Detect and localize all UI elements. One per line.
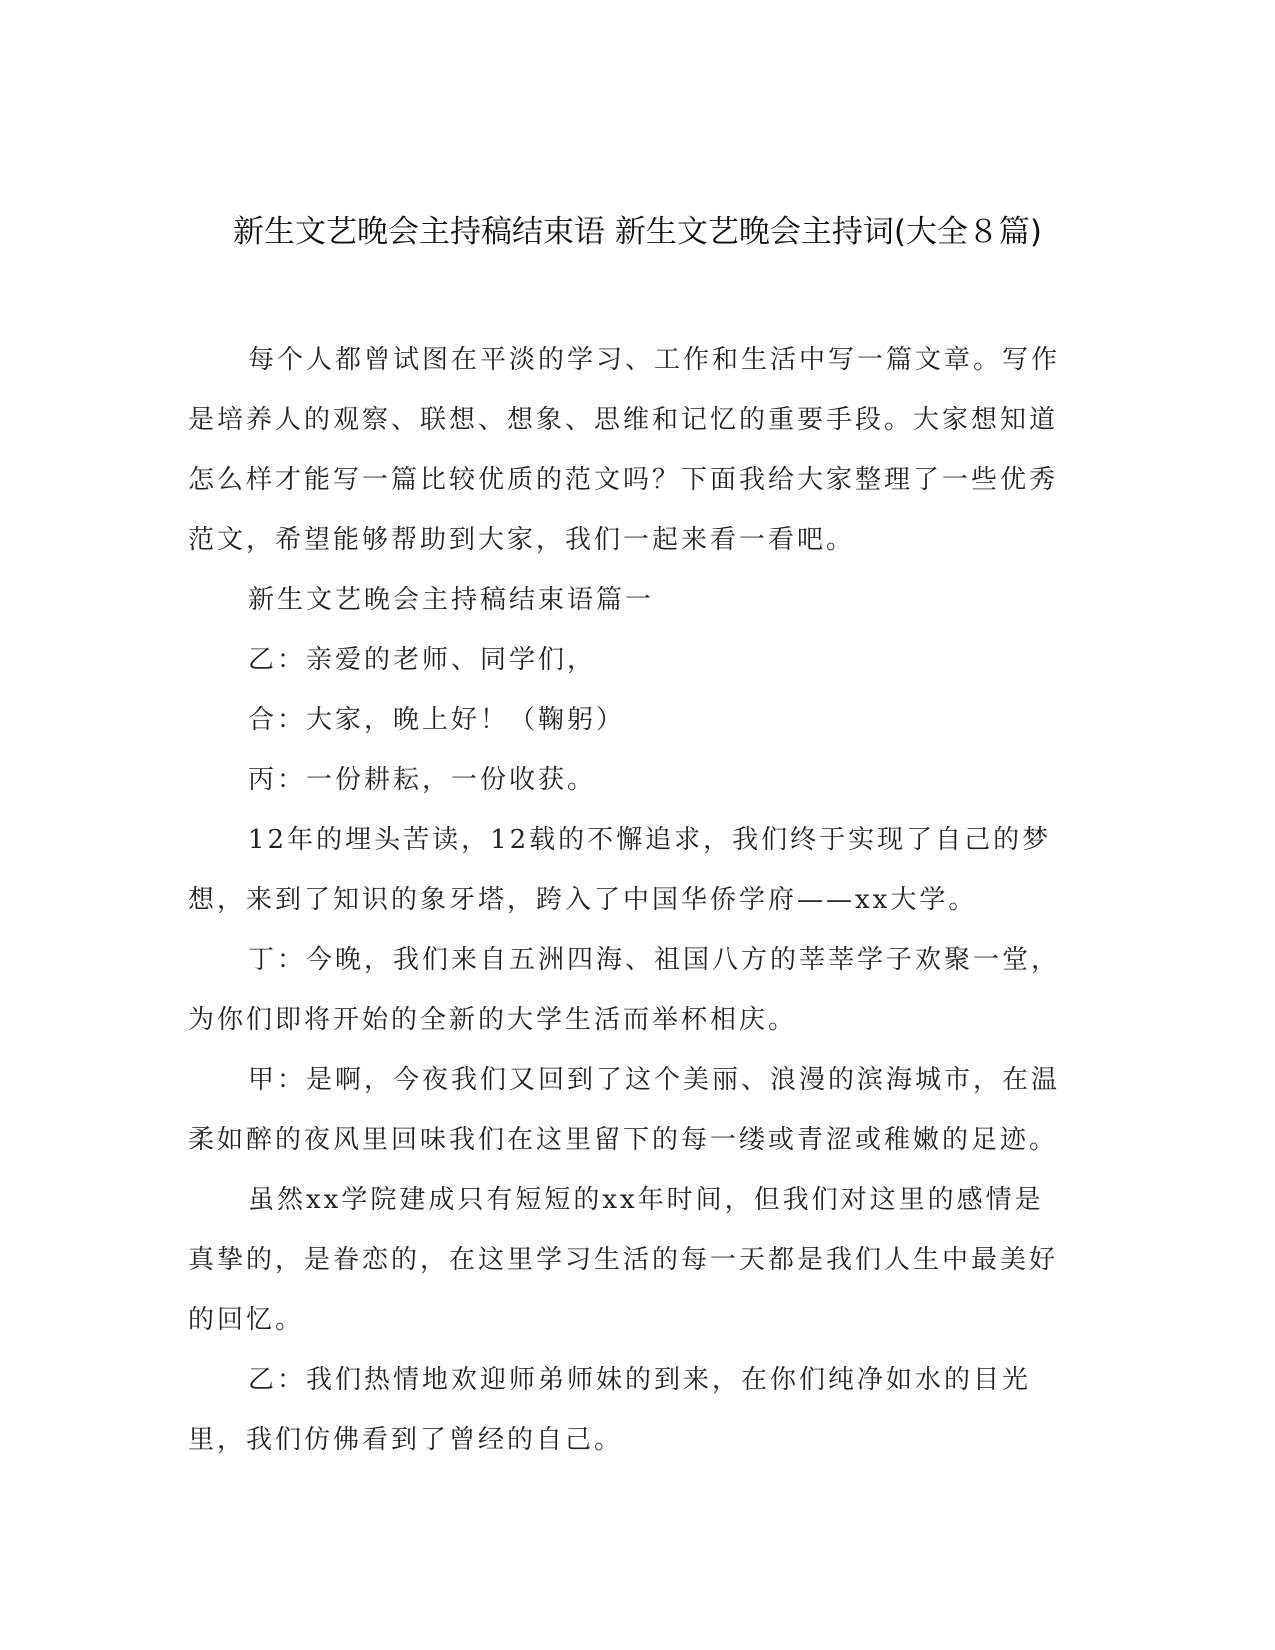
paragraph-line: 甲：是啊，今夜我们又回到了这个美丽、浪漫的滨海城市，在温柔如醉的夜风里回味我们在这里留下的每一缕或青涩或稚嫩的足迹。 [188,1065,1061,1155]
paragraph-line: 乙：亲爱的老师、同学们， [248,645,597,675]
paragraph-line: 12年的埋头苦读，12载的不懈追求，我们终于实现了自己的梦想，来到了知识的象牙塔，跨入了中国华侨学府——xx大学。 [188,825,1052,915]
paragraph-intro: 每个人都曾试图在平淡的学习、工作和生活中写一篇文章。写作是培养人的观察、联想、想象、思维和记忆的重要手段。大家想知道怎么样才能写一篇比较优质的范文吗？下面我给大家整理了一些优秀范文，希望能够帮助到大家，我们一起来看一看吧。 [188,345,1061,555]
paragraph-line: 乙：我们热情地欢迎师弟师妹的到来，在你们纯净如水的目光里，我们仿佛看到了曾经的自己。 [188,1365,1032,1455]
paragraph-line: 合：大家，晚上好！（鞠躬） [248,705,626,735]
paragraph-line: 虽然xx学院建成只有短短的xx年时间，但我们对这里的感情是真挚的，是眷恋的，在这里学习生活的每一天都是我们人生中最美好的回忆。 [188,1185,1059,1335]
document-title: 新生文艺晚会主持稿结束语 新生文艺晚会主持词(大全８篇) [232,214,1043,250]
paragraph-line: 丁：今晚，我们来自五洲四海、祖国八方的莘莘学子欢聚一堂，为你们即将开始的全新的大学生活而举杯相庆。 [188,945,1061,1035]
section-heading: 新生文艺晚会主持稿结束语篇一 [248,585,655,615]
document-body [188,330,1068,1470]
paragraph-line: 丙：一份耕耘，一份收获。 [248,765,597,795]
